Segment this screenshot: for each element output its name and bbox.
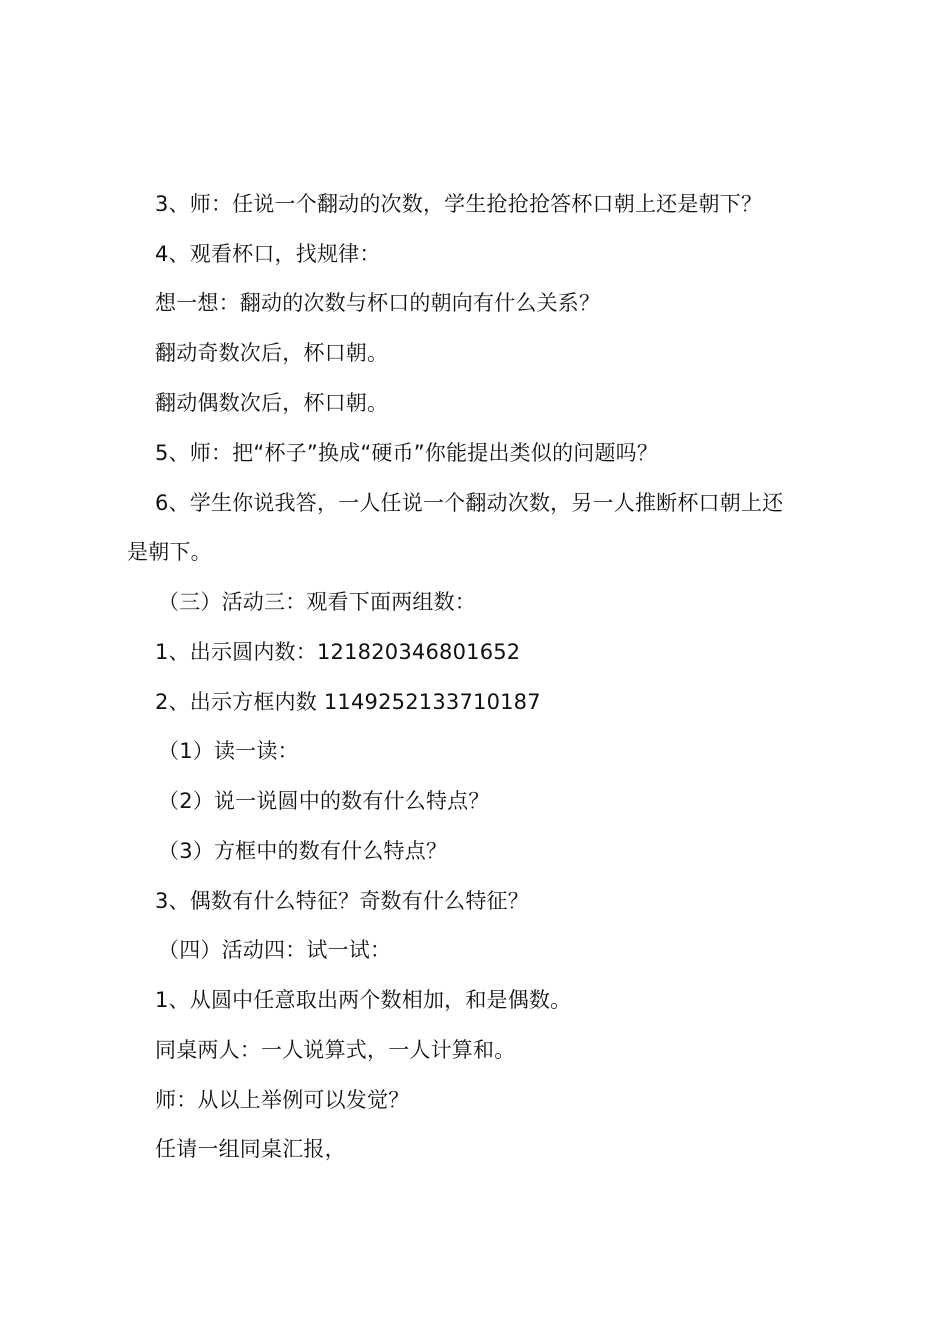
paragraph-circle-features: （2）说一说圆中的数有什么特点？ xyxy=(158,789,490,813)
section-heading-activity-3: （三）活动三：观看下面两组数： xyxy=(158,590,476,614)
paragraph-teacher-question: 师：从以上举例可以发觉？ xyxy=(155,1088,410,1112)
paragraph-circle-numbers: 1、出示圆内数：121820346801652 xyxy=(155,640,521,664)
paragraph-step-4: 4、观看杯口，找规律： xyxy=(155,242,381,266)
paragraph-odd-flips: 翻动奇数次后，杯口朝。 xyxy=(155,341,389,365)
paragraph-box-numbers: 2、出示方框内数 1149252133710187 xyxy=(155,690,541,714)
paragraph-even-odd-features: 3、偶数有什么特征？奇数有什么特征？ xyxy=(155,889,529,913)
paragraph-step-6: 6、学生你说我答，一人任说一个翻动次数，另一人推断杯口朝上还 xyxy=(155,491,784,515)
paragraph-step-6-continued: 是朝下。 xyxy=(127,540,212,564)
paragraph-box-features: （3）方框中的数有什么特点？ xyxy=(158,839,448,863)
paragraph-read: （1）读一读： xyxy=(158,739,299,763)
paragraph-step-5: 5、师：把“杯子”换成“硬币”你能提出类似的问题吗？ xyxy=(155,441,659,465)
paragraph-step-3: 3、师：任说一个翻动的次数，学生抢抢抢答杯口朝上还是朝下？ xyxy=(155,192,763,216)
section-heading-activity-4: （四）活动四：试一试： xyxy=(158,938,392,962)
paragraph-even-flips: 翻动偶数次后，杯口朝。 xyxy=(155,391,389,415)
paragraph-sum-even: 1、从圆中任意取出两个数相加，和是偶数。 xyxy=(155,988,572,1012)
paragraph-report: 任请一组同桌汇报， xyxy=(155,1137,346,1161)
paragraph-deskmates: 同桌两人：一人说算式，一人计算和。 xyxy=(155,1038,516,1062)
paragraph-think: 想一想：翻动的次数与杯口的朝向有什么关系？ xyxy=(155,291,601,315)
